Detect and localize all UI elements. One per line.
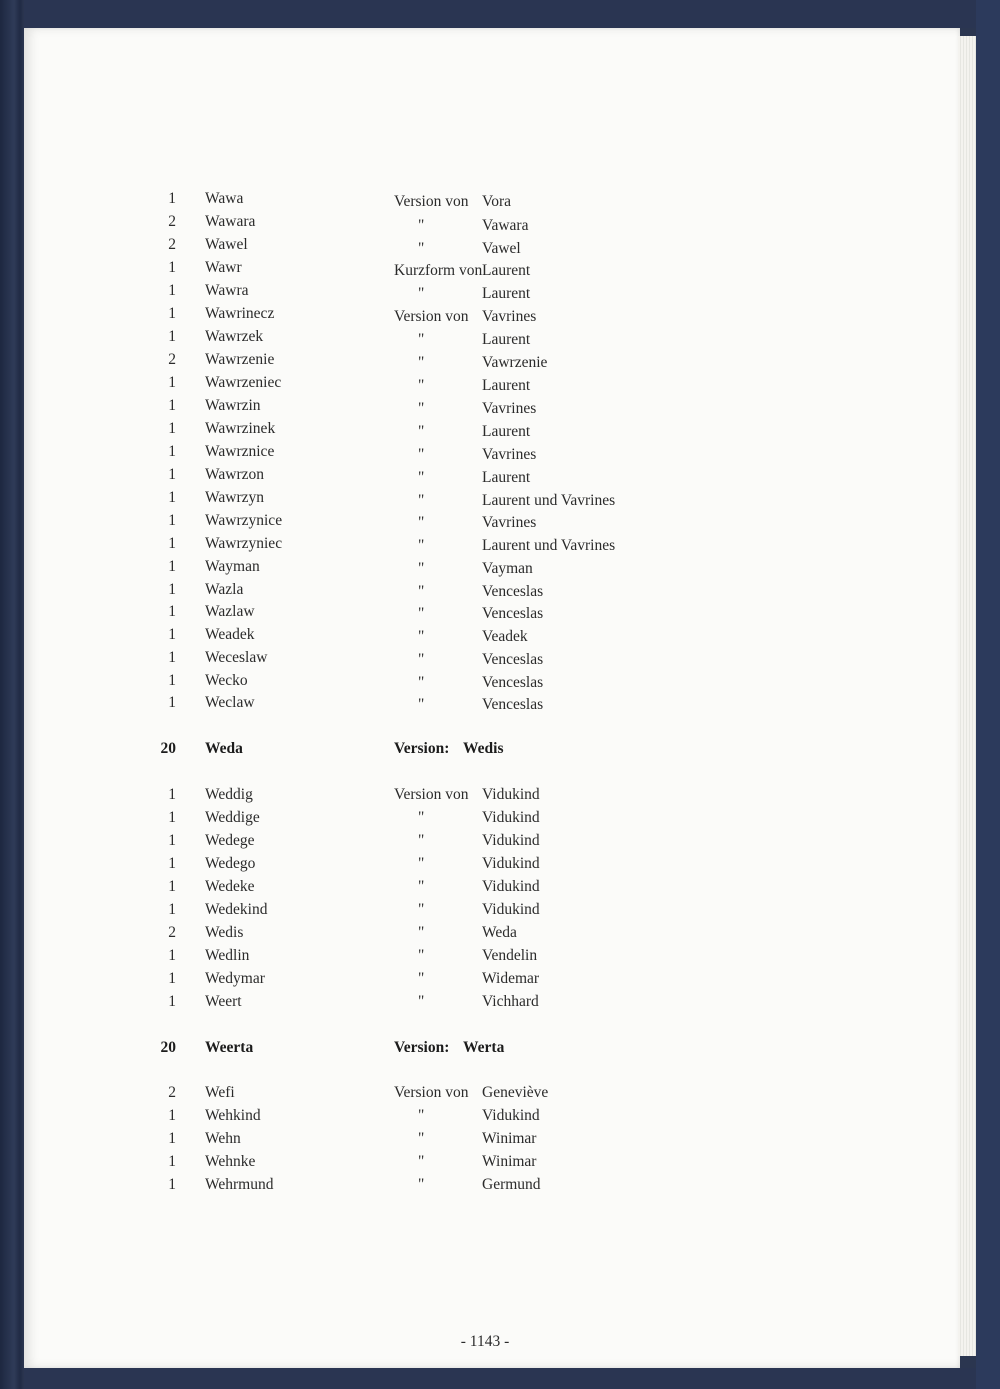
entry-source-name: Weda [482, 924, 517, 941]
entry-source-name: Veadek [482, 628, 528, 645]
entry-relation: Kurzform von [394, 262, 483, 279]
entry-source-name: Vayman [482, 560, 533, 577]
ditto-mark: " [418, 696, 425, 713]
index-entry [0, 647, 1000, 669]
entry-source-name: Winimar [482, 1153, 537, 1170]
entry-count: 2 [168, 236, 176, 253]
entry-name: Wedego [205, 855, 256, 872]
ditto-mark: " [418, 970, 425, 987]
index-entry [0, 280, 1000, 302]
index-entry [0, 1082, 1000, 1104]
index-entry [0, 945, 1000, 967]
entry-source-name: Vidukind [482, 786, 540, 803]
index-entry [0, 372, 1000, 394]
index-entry [0, 1037, 1000, 1059]
index-entry [0, 579, 1000, 601]
entry-name: Wawrzon [205, 466, 265, 483]
entry-relation: Version von [394, 193, 469, 210]
entry-count: 1 [168, 672, 176, 689]
entry-count: 1 [168, 786, 176, 803]
ditto-mark: " [418, 1107, 425, 1124]
ditto-mark: " [418, 217, 425, 234]
entry-name: Wehrmund [205, 1176, 274, 1193]
ditto-mark: " [418, 583, 425, 600]
ditto-mark: " [418, 924, 425, 941]
entry-count: 1 [168, 259, 176, 276]
entry-name: Wedeke [205, 878, 255, 895]
ditto-mark: " [418, 469, 425, 486]
entry-source-name: Laurent und Vavrines [482, 537, 616, 554]
ditto-mark: " [418, 285, 425, 302]
entry-count: 1 [168, 694, 176, 711]
entry-name: Wawrzyn [205, 489, 265, 506]
entry-name: Wehn [205, 1130, 241, 1147]
index-entry [0, 487, 1000, 509]
index-entry [0, 188, 1000, 210]
entry-name: Wehkind [205, 1107, 261, 1124]
ditto-mark: " [418, 947, 425, 964]
entry-count: 20 [160, 1039, 176, 1056]
ditto-mark: " [418, 446, 425, 463]
entry-name: Weerta [205, 1039, 254, 1056]
index-entry [0, 692, 1000, 714]
entry-source-name: Vidukind [482, 832, 540, 849]
index-entry [0, 533, 1000, 555]
index-entry [0, 784, 1000, 806]
index-entry [0, 807, 1000, 829]
entry-count: 1 [168, 512, 176, 529]
entry-name: Wawrzenie [205, 351, 275, 368]
entry-count: 1 [168, 1176, 176, 1193]
entry-source-name: Laurent [482, 377, 531, 394]
index-entry [0, 1174, 1000, 1196]
entry-source-name: Vichhard [482, 993, 539, 1010]
entry-name: Wawr [205, 259, 242, 276]
entry-source-name: Wedis [463, 740, 504, 757]
entry-name: Wefi [205, 1084, 235, 1101]
index-entry [0, 257, 1000, 279]
ditto-mark: " [418, 651, 425, 668]
ditto-mark: " [418, 605, 425, 622]
entry-name: Wawrzynice [205, 512, 283, 529]
entry-name: Wawa [205, 190, 244, 207]
entry-source-name: Winimar [482, 1130, 537, 1147]
entry-name: Wedlin [205, 947, 250, 964]
ditto-mark: " [418, 878, 425, 895]
entry-count: 1 [168, 190, 176, 207]
entry-source-name: Vavrines [482, 400, 537, 417]
entry-relation: Version von [394, 1084, 469, 1101]
index-entry [0, 601, 1000, 623]
entry-count: 1 [168, 603, 176, 620]
entry-source-name: Laurent [482, 262, 531, 279]
entry-name: Wawrzyniec [205, 535, 283, 552]
entry-source-name: Werta [463, 1039, 505, 1056]
index-entry [0, 991, 1000, 1013]
entry-name: Weddige [205, 809, 260, 826]
entry-source-name: Venceslas [482, 605, 544, 622]
ditto-mark: " [418, 674, 425, 691]
index-entry [0, 326, 1000, 348]
index-entry [0, 211, 1000, 233]
entry-name: Weert [205, 993, 242, 1010]
entry-name: Wedis [205, 924, 244, 941]
entry-count: 1 [168, 328, 176, 345]
entry-source-name: Vidukind [482, 855, 540, 872]
entry-name: Wawrzinek [205, 420, 276, 437]
entry-name: Wawra [205, 282, 249, 299]
index-entry [0, 876, 1000, 898]
index-entry [0, 830, 1000, 852]
entry-name: Wedekind [205, 901, 268, 918]
entry-source-name: Vidukind [482, 878, 540, 895]
entry-relation: Version: [394, 740, 450, 757]
index-entry [0, 1151, 1000, 1173]
entry-count: 1 [168, 649, 176, 666]
entry-count: 1 [168, 970, 176, 987]
ditto-mark: " [418, 560, 425, 577]
entry-source-name: Vora [482, 193, 511, 210]
entry-source-name: Vavrines [482, 514, 537, 531]
ditto-mark: " [418, 832, 425, 849]
ditto-mark: " [418, 423, 425, 440]
entry-source-name: Germund [482, 1176, 541, 1193]
entry-name: Wawrinecz [205, 305, 275, 322]
entry-relation: Version von [394, 308, 469, 325]
entry-count: 1 [168, 581, 176, 598]
entry-name: Wehnke [205, 1153, 256, 1170]
entry-source-name: Venceslas [482, 583, 544, 600]
entry-count: 1 [168, 626, 176, 643]
entry-count: 1 [168, 443, 176, 460]
entry-relation: Version von [394, 786, 469, 803]
entry-name: Wawel [205, 236, 248, 253]
entry-source-name: Venceslas [482, 674, 544, 691]
index-entry [0, 441, 1000, 463]
entry-source-name: Laurent [482, 285, 531, 302]
entry-source-name: Laurent [482, 469, 531, 486]
ditto-mark: " [418, 1176, 425, 1193]
entry-count: 1 [168, 901, 176, 918]
entry-name: Wedymar [205, 970, 265, 987]
entry-count: 1 [168, 809, 176, 826]
index-entry [0, 510, 1000, 532]
entry-name: Weadek [205, 626, 255, 643]
entry-source-name: Laurent und Vavrines [482, 492, 616, 509]
entry-source-name: Vendelin [482, 947, 538, 964]
entry-count: 1 [168, 489, 176, 506]
entry-name: Wayman [205, 558, 260, 575]
entry-name: Weddig [205, 786, 253, 803]
entry-source-name: Vawrzenie [482, 354, 548, 371]
entry-source-name: Geneviève [482, 1084, 549, 1101]
entry-name: Wecko [205, 672, 248, 689]
ditto-mark: " [418, 377, 425, 394]
entry-name: Weclaw [205, 694, 255, 711]
index-entry [0, 899, 1000, 921]
ditto-mark: " [418, 1130, 425, 1147]
index-entry [0, 556, 1000, 578]
ditto-mark: " [418, 1153, 425, 1170]
index-entry [0, 349, 1000, 371]
ditto-mark: " [418, 514, 425, 531]
ditto-mark: " [418, 628, 425, 645]
entry-count: 1 [168, 1153, 176, 1170]
entry-source-name: Vawara [482, 217, 529, 234]
ditto-mark: " [418, 809, 425, 826]
ditto-mark: " [418, 855, 425, 872]
ditto-mark: " [418, 901, 425, 918]
entry-name: Weceslaw [205, 649, 268, 666]
entry-count: 20 [160, 740, 176, 757]
ditto-mark: " [418, 331, 425, 348]
entry-name: Wazla [205, 581, 244, 598]
index-entry [0, 738, 1000, 760]
entry-source-name: Laurent [482, 331, 531, 348]
ditto-mark: " [418, 492, 425, 509]
entry-name: Wawara [205, 213, 256, 230]
entry-count: 1 [168, 466, 176, 483]
index-entry [0, 1105, 1000, 1127]
ditto-mark: " [418, 993, 425, 1010]
entry-count: 1 [168, 282, 176, 299]
entry-name: Weda [205, 740, 243, 757]
entry-source-name: Venceslas [482, 696, 544, 713]
entry-source-name: Vavrines [482, 446, 537, 463]
entry-relation: Version: [394, 1039, 450, 1056]
entry-count: 1 [168, 993, 176, 1010]
index-entry [0, 395, 1000, 417]
index-entry [0, 464, 1000, 486]
entry-count: 1 [168, 878, 176, 895]
entry-source-name: Laurent [482, 423, 531, 440]
entry-count: 2 [168, 213, 176, 230]
ditto-mark: " [418, 537, 425, 554]
ditto-mark: " [418, 400, 425, 417]
index-entry [0, 922, 1000, 944]
entry-name: Wazlaw [205, 603, 255, 620]
index-entry [0, 853, 1000, 875]
entry-count: 2 [168, 1084, 176, 1101]
entry-source-name: Vawel [482, 240, 521, 257]
index-entry [0, 670, 1000, 692]
entry-count: 1 [168, 374, 176, 391]
entry-source-name: Vavrines [482, 308, 537, 325]
entry-count: 1 [168, 420, 176, 437]
index-entry [0, 234, 1000, 256]
entry-source-name: Vidukind [482, 809, 540, 826]
entry-source-name: Venceslas [482, 651, 544, 668]
index-entry [0, 303, 1000, 325]
entry-source-name: Vidukind [482, 901, 540, 918]
entry-name: Wedege [205, 832, 255, 849]
entry-count: 1 [168, 397, 176, 414]
entry-count: 2 [168, 351, 176, 368]
entry-count: 1 [168, 305, 176, 322]
index-entry [0, 624, 1000, 646]
index-entry [0, 1128, 1000, 1150]
entry-count: 1 [168, 1130, 176, 1147]
entry-count: 1 [168, 947, 176, 964]
index-entry [0, 968, 1000, 990]
entry-count: 1 [168, 832, 176, 849]
page-number: - 1143 - [460, 1333, 510, 1350]
entry-count: 1 [168, 558, 176, 575]
entry-name: Wawrznice [205, 443, 275, 460]
index-entry [0, 418, 1000, 440]
ditto-mark: " [418, 354, 425, 371]
entry-count: 1 [168, 535, 176, 552]
entry-source-name: Widemar [482, 970, 540, 987]
entry-source-name: Vidukind [482, 1107, 540, 1124]
ditto-mark: " [418, 240, 425, 257]
entry-count: 1 [168, 855, 176, 872]
entry-name: Wawrzek [205, 328, 264, 345]
entry-count: 1 [168, 1107, 176, 1124]
entry-count: 2 [168, 924, 176, 941]
entry-name: Wawrzeniec [205, 374, 282, 391]
entry-name: Wawrzin [205, 397, 261, 414]
